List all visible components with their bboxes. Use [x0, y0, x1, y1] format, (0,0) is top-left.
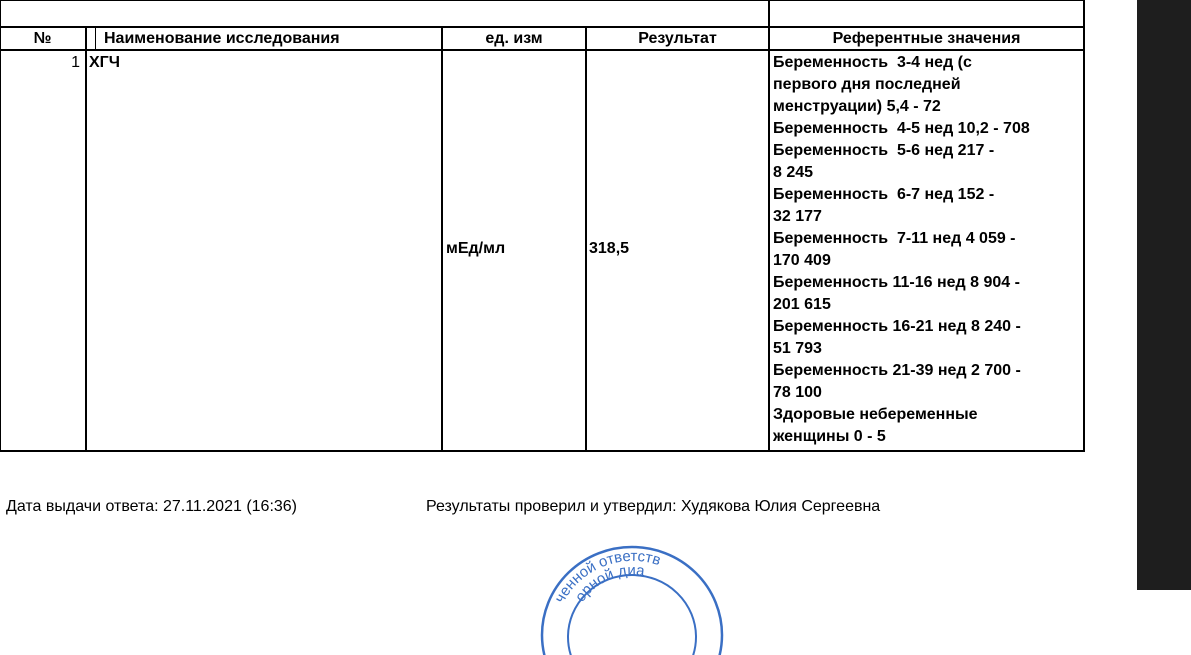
- row-unit: мЕд/мл: [446, 240, 506, 257]
- reference-line: Беременность 7-11 нед 4 059 -: [773, 230, 1016, 247]
- row-number: 1: [71, 54, 80, 71]
- row-result: 318,5: [589, 240, 630, 257]
- seal-text-inner: орной диа: [571, 561, 646, 606]
- header-reference: Референтные значения: [832, 30, 1021, 47]
- reference-line: 170 409: [773, 252, 831, 269]
- header-test-name: Наименование исследования: [104, 30, 340, 47]
- reference-line: Беременность 11-16 нед 8 904 -: [773, 274, 1020, 291]
- verified-by: Результаты проверил и утвердил: Худякова Юлия Сергеевна: [426, 498, 881, 515]
- row-test-name: ХГЧ: [89, 54, 120, 71]
- header-unit: ед. изм: [485, 30, 543, 47]
- reference-line: менструации) 5,4 - 72: [773, 98, 941, 115]
- reference-line: 8 245: [773, 164, 814, 181]
- seal-stamp-icon: [535, 535, 725, 655]
- dark-side-panel: [1137, 0, 1191, 590]
- issue-date: Дата выдачи ответа: 27.11.2021 (16:36): [6, 498, 298, 515]
- reference-line: Беременность 16-21 нед 8 240 -: [773, 318, 1021, 335]
- seal-text-outer: ченной ответств: [551, 547, 663, 606]
- reference-line: Беременность 6-7 нед 152 -: [773, 186, 995, 203]
- reference-line: Беременность 3-4 нед (с: [773, 54, 972, 71]
- reference-line: 201 615: [773, 296, 831, 313]
- reference-line: 78 100: [773, 384, 822, 401]
- reference-line: Беременность 5-6 нед 217 -: [773, 142, 995, 159]
- header-result: Результат: [638, 30, 717, 47]
- reference-line: первого дня последней: [773, 76, 961, 93]
- reference-line: 51 793: [773, 340, 822, 357]
- header-number: №: [33, 30, 52, 47]
- reference-line: 32 177: [773, 208, 822, 225]
- reference-line: Беременность 4-5 нед 10,2 - 708: [773, 120, 1030, 137]
- reference-line: Здоровые небеременные: [773, 406, 978, 423]
- row-reference-values: [773, 52, 1081, 448]
- reference-line: Беременность 21-39 нед 2 700 -: [773, 362, 1021, 379]
- reference-line: женщины 0 - 5: [773, 428, 886, 445]
